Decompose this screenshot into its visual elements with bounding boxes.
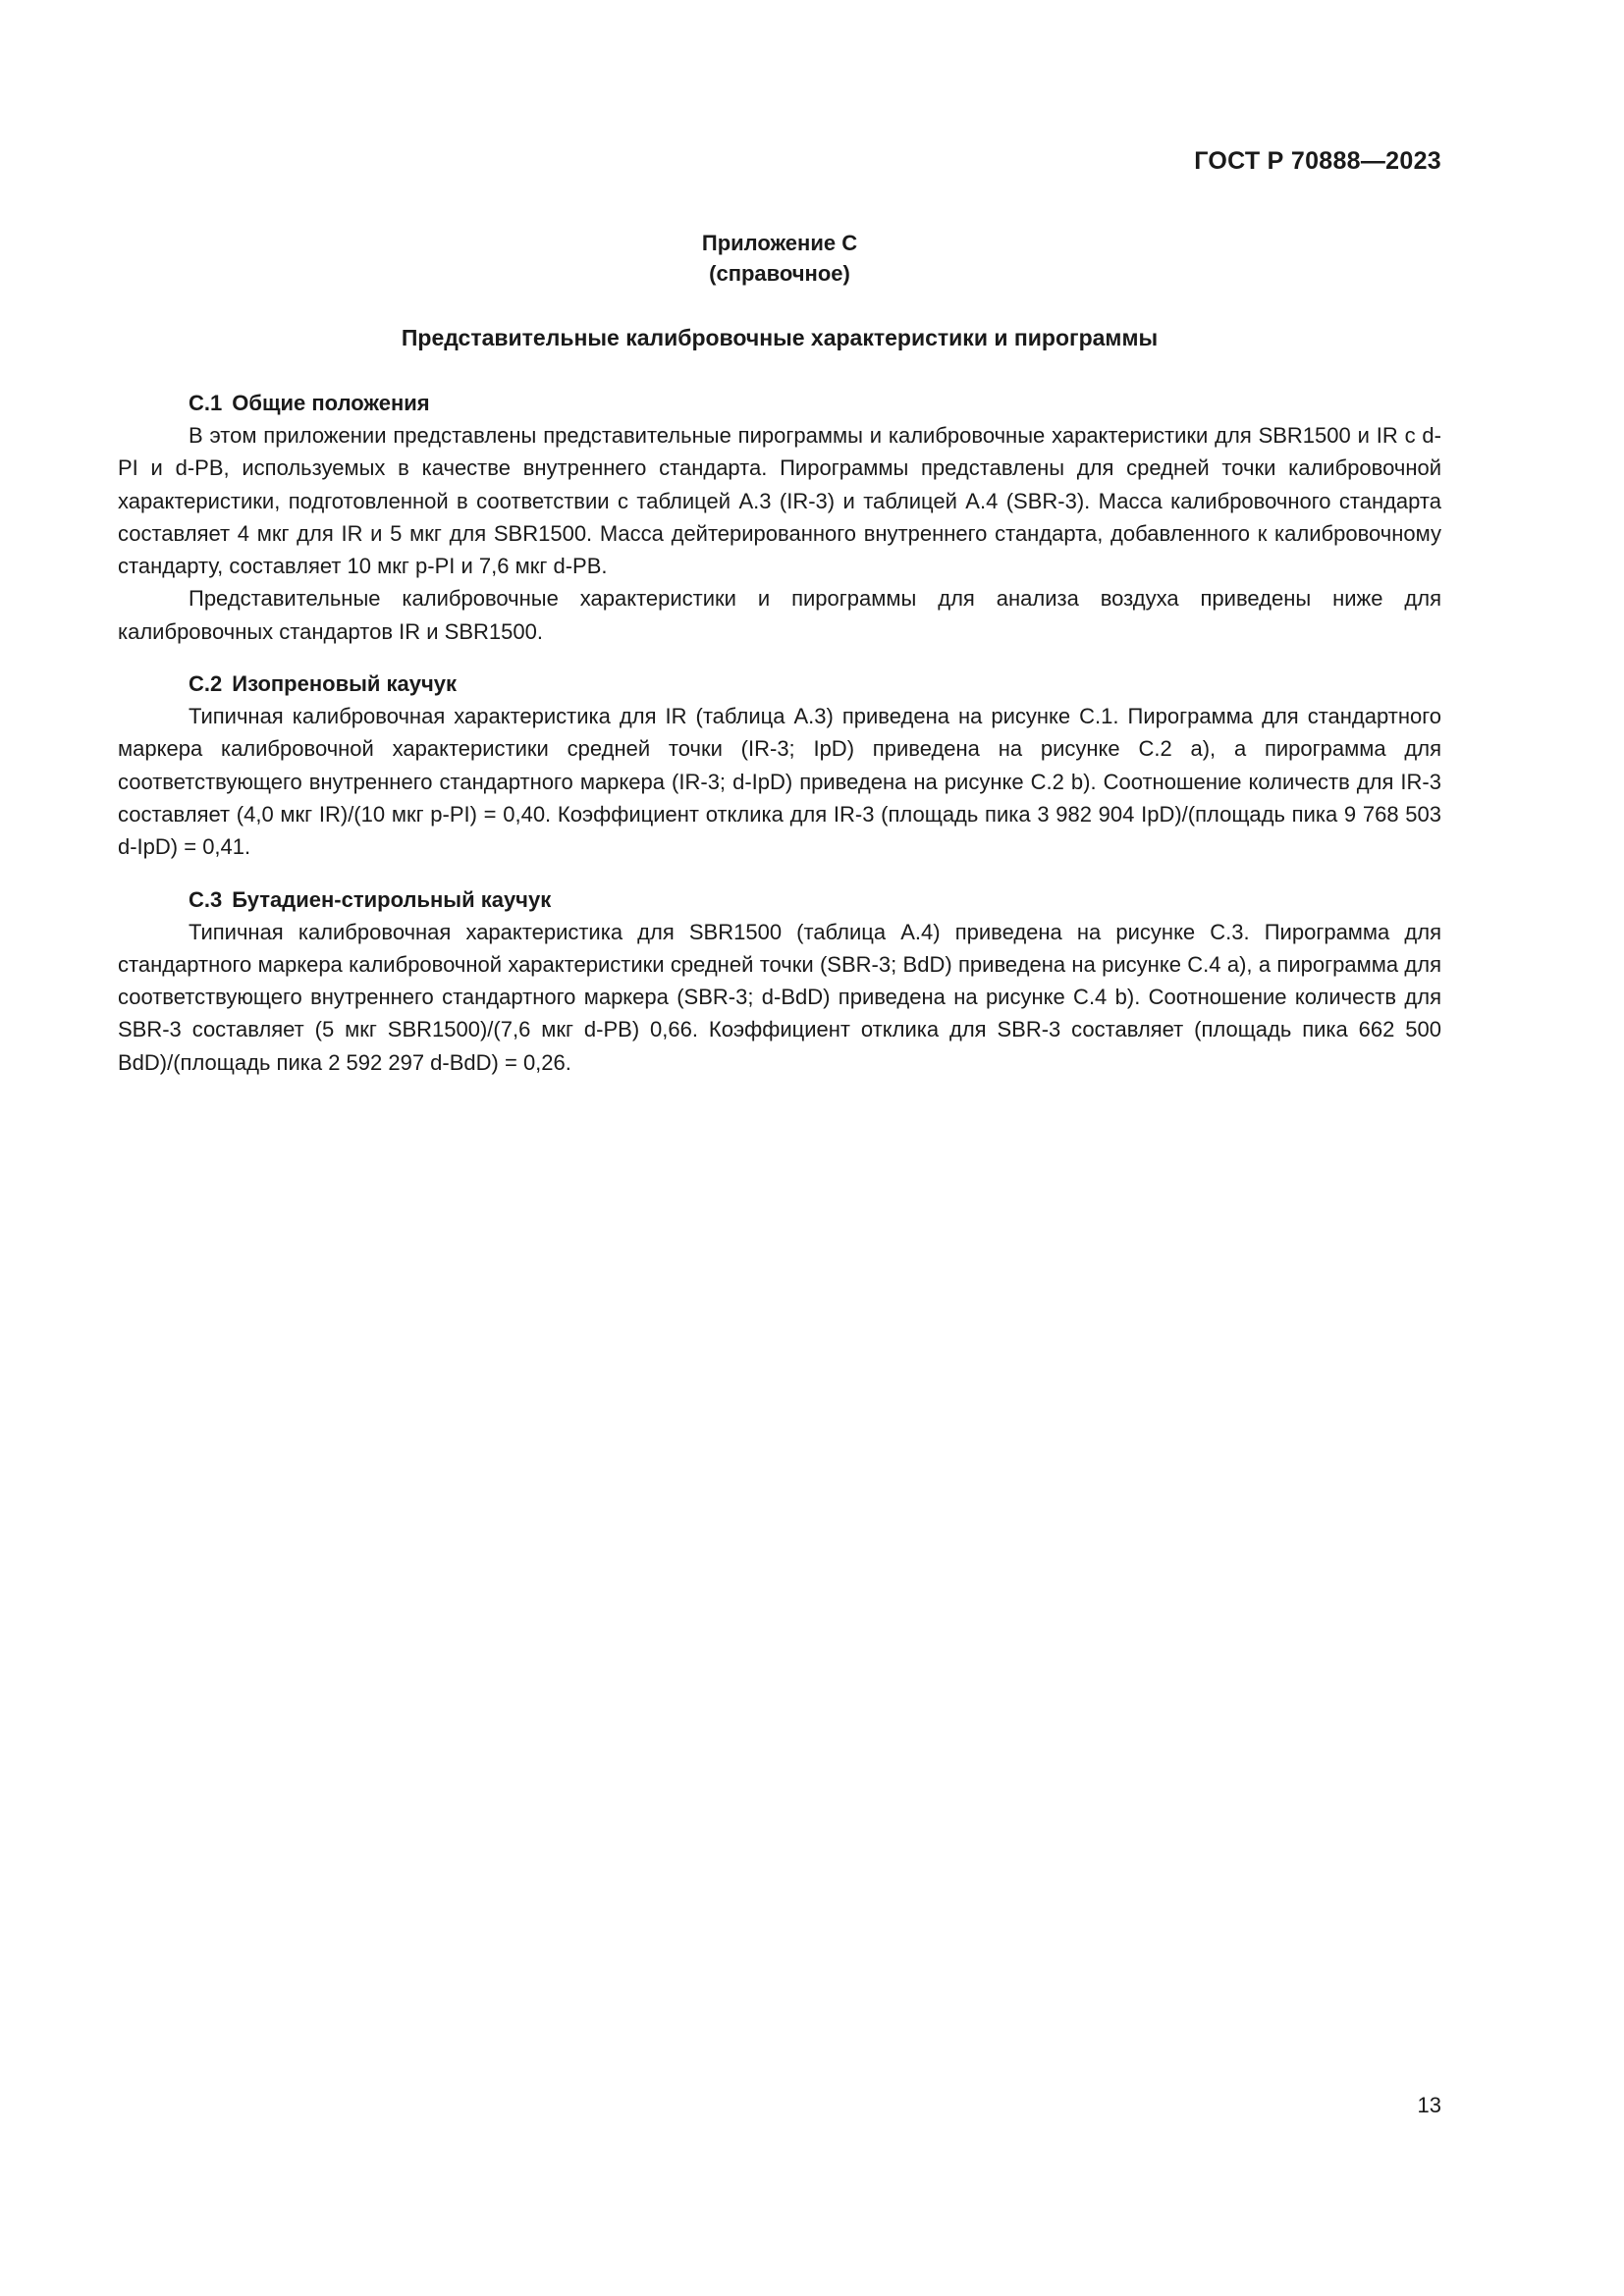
standard-id-header: ГОСТ Р 70888—2023 xyxy=(1194,147,1441,175)
section-title: Общие положения xyxy=(232,391,430,415)
section-heading-c2 xyxy=(118,667,1441,700)
page-number: 13 xyxy=(1417,2093,1441,2117)
section-number: С.1 xyxy=(189,391,223,415)
annex-title: Приложение С xyxy=(701,231,858,255)
paragraph: В этом приложении представлены представительные пирограммы и калибровочные характеристики для SBR1500 и IR с d-PI и d-PB, используемых в качестве внутреннего стандарта. Пирограммы представлены для средней точки калибровочной характеристики, подготовленной в соответствии с таблицей А.3 (IR-3) и таблицей А.4 (SBR-3). Масса калибровочного стандарта составляет 4 мкг для IR и 5 мкг для SBR1500. Масса дейтерированного внутреннего стандарта, добавленного к калибровочному стандарту, составляет 10 мкг p-PI и 7,6 мкг d-PB. xyxy=(118,423,1441,579)
section-title: Бутадиен-стирольный каучук xyxy=(232,886,552,912)
annex-subtitle: (справочное) xyxy=(709,261,850,286)
paragraph: Типичная калибровочная характеристика для SBR1500 (таблица А.4) приведена на рисунке С.3. Пирограмма для стандартного маркера калибровочной характеристики средней точки (SBR-3; BdD) приведена на рисунке С.4 а), а пирограмма для соответствующего внутреннего стандартного маркера (SBR-3; d-BdD) приведена на рисунке С.4 b). Соотношение количеств для SBR-3 составляет (5 мкг SBR1500)/(7,6 мкг d-PB) 0,66. Коэффициент отклика для SBR-3 составляет (площадь пика 662 500 BdD)/(площадь пика 2 592 297 d-BdD) = 0,26. xyxy=(118,919,1441,1075)
section-heading-c1 xyxy=(118,387,1441,419)
paragraph: Представительные калибровочные характеристики и пирограммы для анализа воздуха приведены ниже для калибровочных стандартов IR и SBR1500. xyxy=(118,586,1441,644)
section-title: Изопреновый каучук xyxy=(232,671,458,697)
annex-main-title: Представительные калибровочные характеристики и пирограммы xyxy=(401,325,1159,350)
paragraph: Типичная калибровочная характеристика для IR (таблица А.3) приведена на рисунке С.1. Пирограмма для стандартного маркера калибровочной характеристики средней точки (IR-3; IpD) приведена на рисунке С.2 а), а пирограмма для соответствующего внутреннего стандартного маркера (IR-3; d-IpD) приведена на рисунке С.2 b). Соотношение количеств для IR-3 составляет (4,0 мкг IR)/(10 мкг p-PI) = 0,40. Коэффициент отклика для IR-3 (площадь пика 3 982 904 IpD)/(площадь пика 9 768 503 d-IpD) = 0,41. xyxy=(118,704,1441,860)
section-number: С.3 xyxy=(189,886,223,912)
section-number: С.2 xyxy=(189,671,223,697)
section-heading-c3 xyxy=(118,883,1441,916)
document-body xyxy=(118,228,1441,1079)
